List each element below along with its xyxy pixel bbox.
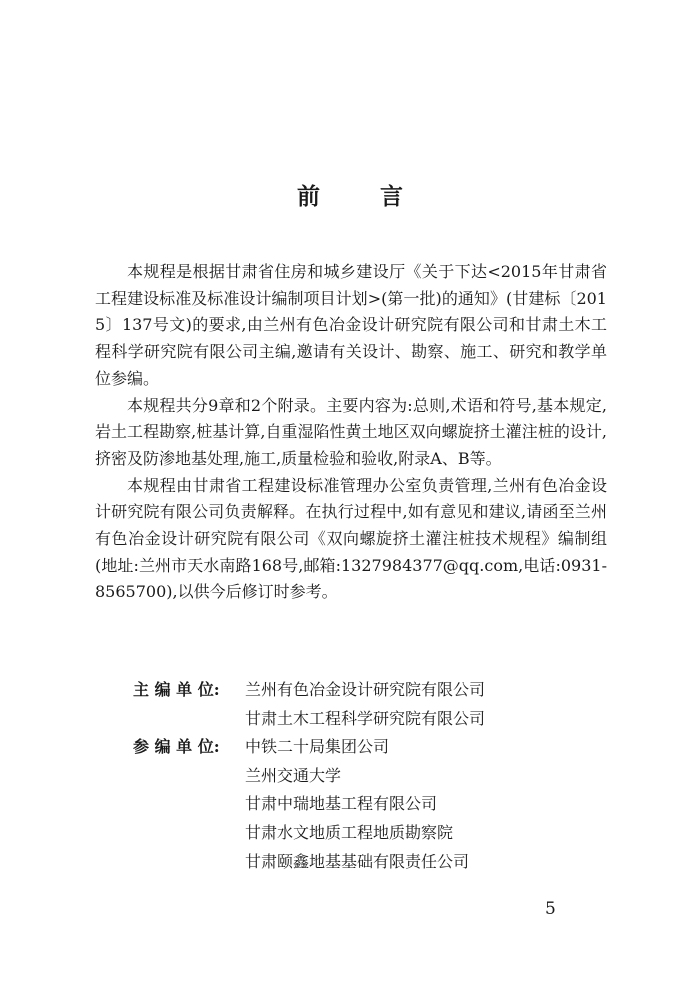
chief-editor-list — [245, 676, 593, 733]
participating-unit: 甘肃颐鑫地基基础有限责任公司 — [245, 851, 470, 871]
page-number: 5 — [545, 899, 556, 919]
preface-body — [95, 259, 607, 606]
chief-editor-label: 主 编 单 位: — [133, 680, 220, 699]
editorial-units — [133, 676, 593, 876]
participating-unit: 兰州交通大学 — [245, 765, 342, 785]
chief-editor-units — [133, 676, 593, 733]
chief-editor-unit: 兰州有色冶金设计研究院有限公司 — [245, 680, 486, 699]
participating-list — [245, 733, 593, 876]
participating-unit: 甘肃水文地质工程地质勘察院 — [245, 822, 454, 842]
participating-label: 参 编 单 位: — [133, 737, 220, 757]
page-title: 前 言 — [296, 183, 429, 210]
participating-units — [133, 733, 593, 876]
participating-unit: 甘肃中瑞地基工程有限公司 — [245, 794, 438, 814]
chief-editor-unit: 甘肃土木工程科学研究院有限公司 — [245, 708, 486, 728]
participating-unit: 中铁二十局集团公司 — [245, 737, 390, 757]
preface-paragraph-3: 本规程由甘肃省工程建设标准管理办公室负责管理,兰州有色冶金设计研究院有限公司负责解释。在执行过程中,如有意见和建议,请函至兰州有色冶金设计研究院有限公司《双向螺旋挤土灌注桩技术规程》编制组(地址:兰州市天水南路168号,邮箱:1327984377@qq.com,电话:0931-8565700),以供今后修订时参考。 — [95, 475, 607, 602]
preface-paragraph-2: 本规程共分9章和2个附录。主要内容为:总则,术语和符号,基本规定,岩土工程勘察,桩基计算,自重湿陷性黄土地区双向螺旋挤土灌注桩的设计,挤密及防渗地基处理,施工,质量检验和验收,附录A、B等。 — [95, 395, 607, 468]
preface-paragraph-1: 本规程是根据甘肃省住房和城乡建设厅《关于下达<2015年甘肃省工程建设标准及标准设计编制项目计划>(第一批)的通知》(甘建标〔2015〕137号文)的要求,由兰州有色冶金设计研究院有限公司和甘肃土木工程科学研究院有限公司主编,邀请有关设计、勘察、施工、研究和教学单位参编。 — [95, 262, 607, 388]
